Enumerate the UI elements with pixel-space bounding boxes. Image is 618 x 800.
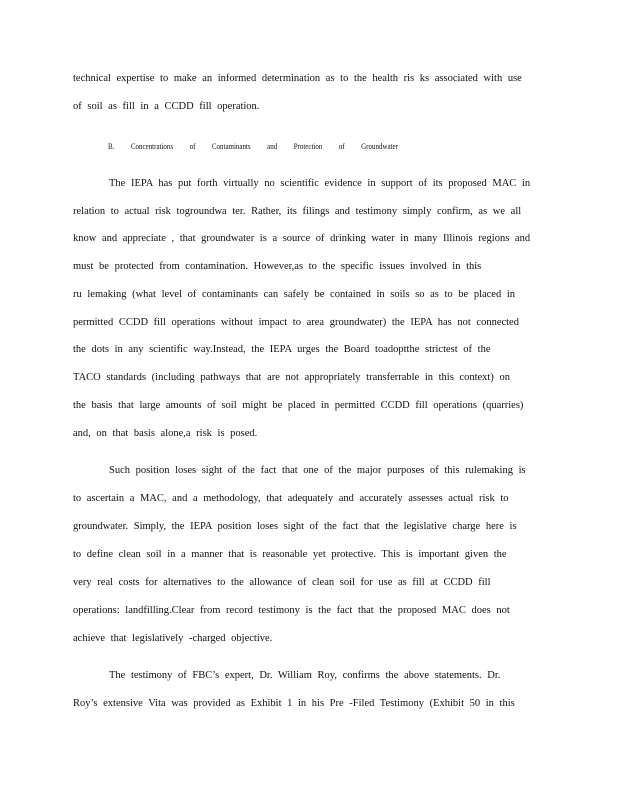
text-line: operations: landfilling.Clear from record testimony is the fact that the proposed MAC does not xyxy=(73,605,510,616)
text-line: know and appreciate , that groundwater is a source of drinking water in many Illinois regions and xyxy=(73,233,531,244)
text-line: must be protected from contamination. However,as to the specific issues involved in this xyxy=(73,261,482,272)
text-line: of soil as fill in a CCDD fill operation. xyxy=(73,101,260,112)
text-line: groundwater. Simply, the IEPA position loses sight of the fact that the legislative charge here is xyxy=(73,521,517,532)
text-line: Roy’s extensive Vita was provided as Exhibit 1 in his Pre -Filed Testimony (Exhibit 50 in this xyxy=(73,698,515,709)
text-line: very real costs for alternatives to the allowance of clean soil for use as fill at CCDD fill xyxy=(73,577,491,588)
paragraph-first-line: The IEPA has put forth virtually no scientific evidence in support of its proposed MAC in xyxy=(109,178,531,189)
paragraph-first-line: Such position loses sight of the fact that one of the major purposes of this rulemaking is xyxy=(109,465,526,476)
paragraph-first-line: The testimony of FBC’s expert, Dr. William Roy, confirms the above statements. Dr. xyxy=(109,670,501,681)
text-line: achieve that legislatively -charged objective. xyxy=(73,633,273,644)
text-line: and, on that basis alone,a risk is posed. xyxy=(73,428,258,439)
text-line: to ascertain a MAC, and a methodology, that adequately and accurately assesses actual risk to xyxy=(73,493,509,504)
text-line: to define clean soil in a manner that is reasonable yet protective. This is important given the xyxy=(73,549,507,560)
text-line: relation to actual risk togroundwa ter. Rather, its filings and testimony simply confirm, as we all xyxy=(73,206,522,217)
text-line: ru lemaking (what level of contaminants can safely be contained in soils so as to be placed in xyxy=(73,289,516,300)
text-line: TACO standards (including pathways that are not appropriately transferrable in this context) on xyxy=(73,372,510,383)
text-line: the dots in any scientific way.Instead, the IEPA urges the Board toadoptthe strictest of the xyxy=(73,344,491,355)
text-line: technical expertise to make an informed determination as to the health ris ks associated with use xyxy=(73,73,522,84)
section-heading: B. Concentrations of Contaminants and Protection of Groundwater xyxy=(108,141,398,151)
text-line: the basis that large amounts of soil might be placed in permitted CCDD fill operations (quarries) xyxy=(73,400,524,411)
text-line: permitted CCDD fill operations without impact to area groundwater) the IEPA has not connected xyxy=(73,317,519,328)
